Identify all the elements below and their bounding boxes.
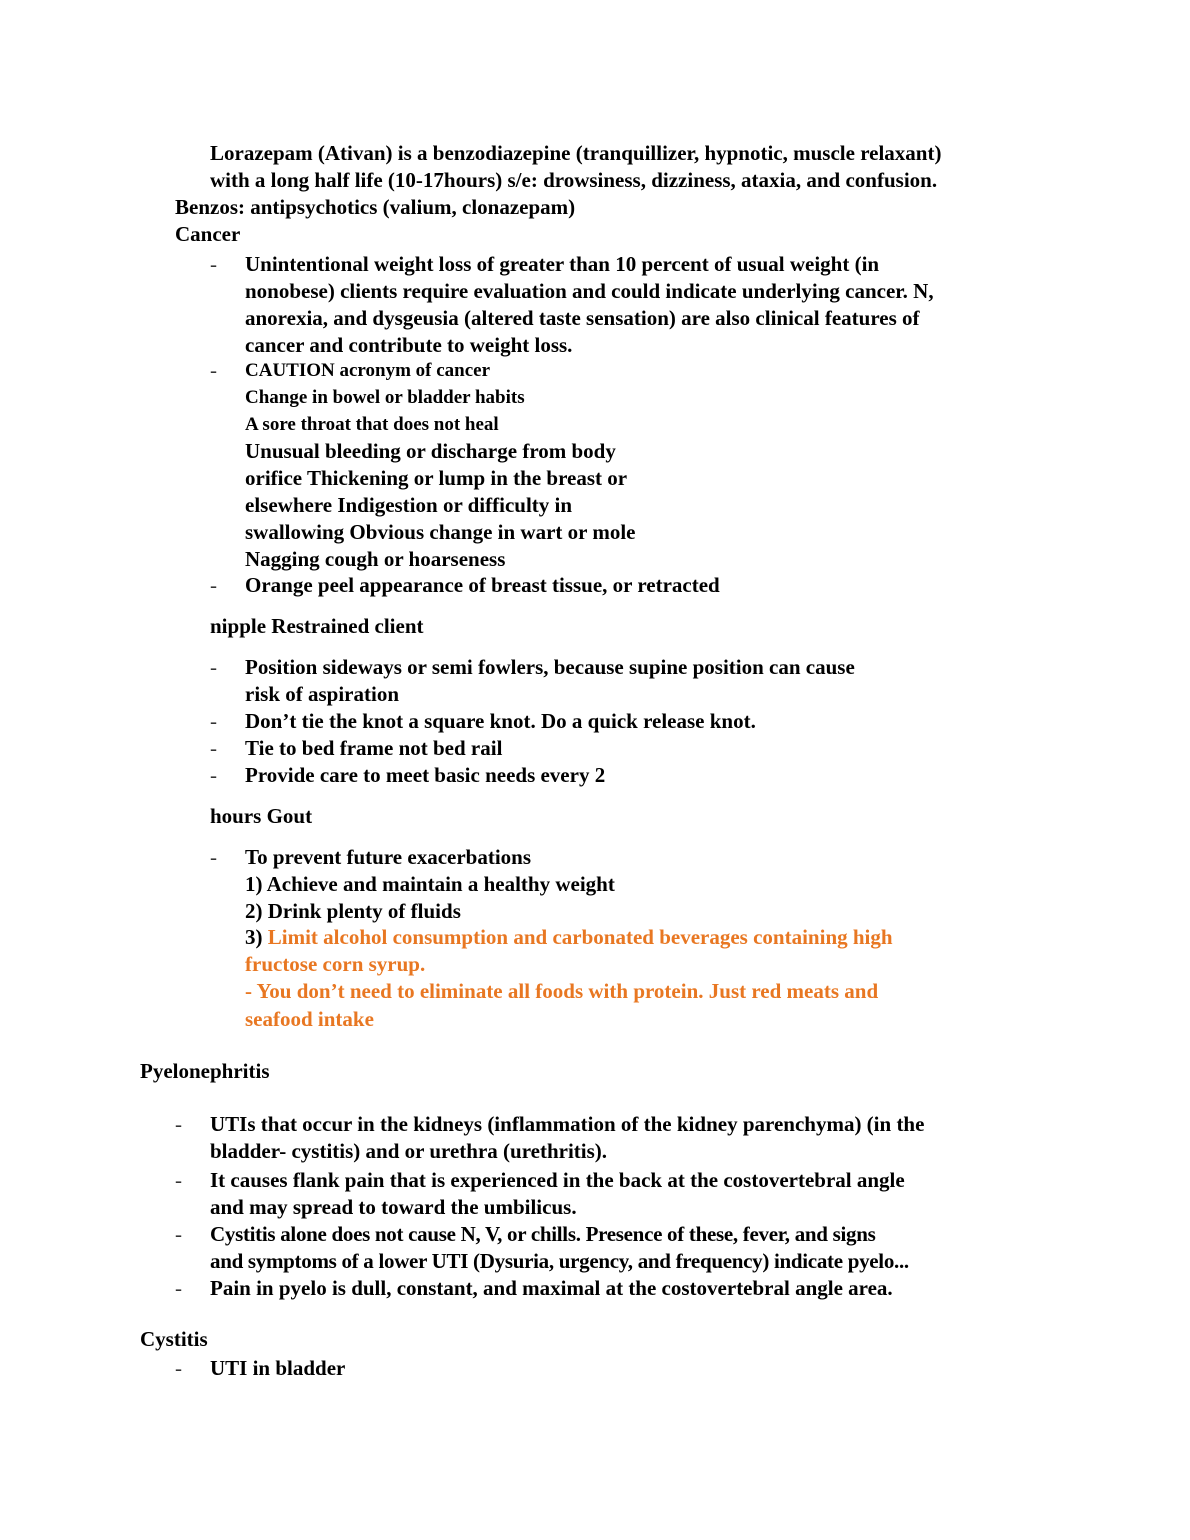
caution-item: elsewhere Indigestion or difficulty in: [245, 493, 573, 517]
pyelo-bullet3-line: and symptoms of a lower UTI (Dysuria, urgency, and frequency) indicate pyelo...: [210, 1249, 909, 1273]
intro-line-2: with a long half life (10-17hours) s/e: drowsiness, dizziness, ataxia, and confusion.: [210, 168, 938, 192]
gout-bullet1: To prevent future exacerbations: [245, 845, 532, 869]
benzos-line: Benzos: antipsychotics (valium, clonazepam): [175, 195, 576, 219]
caution-item: Change in bowel or bladder habits: [245, 387, 525, 408]
cancer-heading: Cancer: [175, 222, 241, 246]
gout-item-2: 2) Drink plenty of fluids: [245, 899, 461, 923]
bullet-dash: -: [210, 252, 217, 276]
gout-heading: hours Gout: [210, 804, 313, 828]
restrained-bullet4: Provide care to meet basic needs every 2: [245, 763, 606, 787]
bullet-dash: -: [210, 736, 217, 760]
pyelo-bullet2-line: and may spread to toward the umbilicus.: [210, 1195, 577, 1219]
pyelo-bullet3-line: Cystitis alone does not cause N, V, or chills. Presence of these, fever, and signs: [210, 1222, 876, 1246]
bullet-dash: -: [175, 1222, 182, 1246]
gout-item-3-highlight: Limit alcohol consumption and carbonated beverages containing high: [267, 925, 893, 949]
bullet-dash: -: [210, 358, 217, 382]
caution-title: CAUTION acronym of cancer: [245, 360, 491, 381]
caution-item: orifice Thickening or lump in the breast or: [245, 466, 628, 490]
restrained-bullet1-line: Position sideways or semi fowlers, because supine position can cause: [245, 655, 855, 679]
cancer-bullet3: Orange peel appearance of breast tissue, or retracted: [245, 573, 720, 597]
pyelo-bullet4: Pain in pyelo is dull, constant, and maximal at the costovertebral angle area.: [210, 1276, 893, 1300]
pyelo-bullet1-line: bladder- cystitis) and or urethra (urethritis).: [210, 1139, 608, 1163]
gout-item-3: [245, 924, 893, 951]
cancer-bullet1-line: Unintentional weight loss of greater than 10 percent of usual weight (in: [245, 252, 880, 276]
restrained-heading: nipple Restrained client: [210, 614, 424, 638]
bullet-dash: -: [175, 1276, 182, 1300]
cancer-bullet1-line: cancer and contribute to weight loss.: [245, 333, 573, 357]
bullet-dash: -: [175, 1356, 182, 1380]
restrained-bullet3: Tie to bed frame not bed rail: [245, 736, 503, 760]
cancer-bullet1-line: nonobese) clients require evaluation and could indicate underlying cancer. N,: [245, 279, 934, 303]
cystitis-heading: Cystitis: [140, 1327, 208, 1351]
gout-item-3-prefix: 3): [245, 925, 268, 949]
gout-item-1: 1) Achieve and maintain a healthy weight: [245, 872, 615, 896]
bullet-dash: -: [175, 1112, 182, 1136]
caution-item: swallowing Obvious change in wart or mole: [245, 520, 636, 544]
cancer-bullet1-line: anorexia, and dysgeusia (altered taste sensation) are also clinical features of: [245, 306, 920, 330]
bullet-dash: -: [210, 845, 217, 869]
caution-item: A sore throat that does not heal: [245, 414, 499, 435]
bullet-dash: -: [210, 573, 217, 597]
pyelo-bullet2-line: It causes flank pain that is experienced in the back at the costovertebral angle: [210, 1168, 905, 1192]
gout-item-3-cont: fructose corn syrup.: [245, 952, 426, 976]
gout-note-line: - You don’t need to eliminate all foods with protein. Just red meats and: [245, 979, 879, 1003]
bullet-dash: -: [210, 763, 217, 787]
pyelo-bullet1-line: UTIs that occur in the kidneys (inflammation of the kidney parenchyma) (in the: [210, 1112, 925, 1136]
restrained-bullet1-line: risk of aspiration: [245, 682, 400, 706]
restrained-bullet2: Don’t tie the knot a square knot. Do a quick release knot.: [245, 709, 756, 733]
bullet-dash: -: [210, 655, 217, 679]
gout-note-line: seafood intake: [245, 1007, 374, 1031]
bullet-dash: -: [210, 709, 217, 733]
intro-line-1: Lorazepam (Ativan) is a benzodiazepine (tranquillizer, hypnotic, muscle relaxant): [210, 141, 942, 165]
bullet-dash: -: [175, 1168, 182, 1192]
caution-item: Unusual bleeding or discharge from body: [245, 439, 616, 463]
pyelo-heading: Pyelonephritis: [140, 1059, 270, 1083]
cystitis-bullet1: UTI in bladder: [210, 1356, 346, 1380]
caution-item: Nagging cough or hoarseness: [245, 547, 506, 571]
